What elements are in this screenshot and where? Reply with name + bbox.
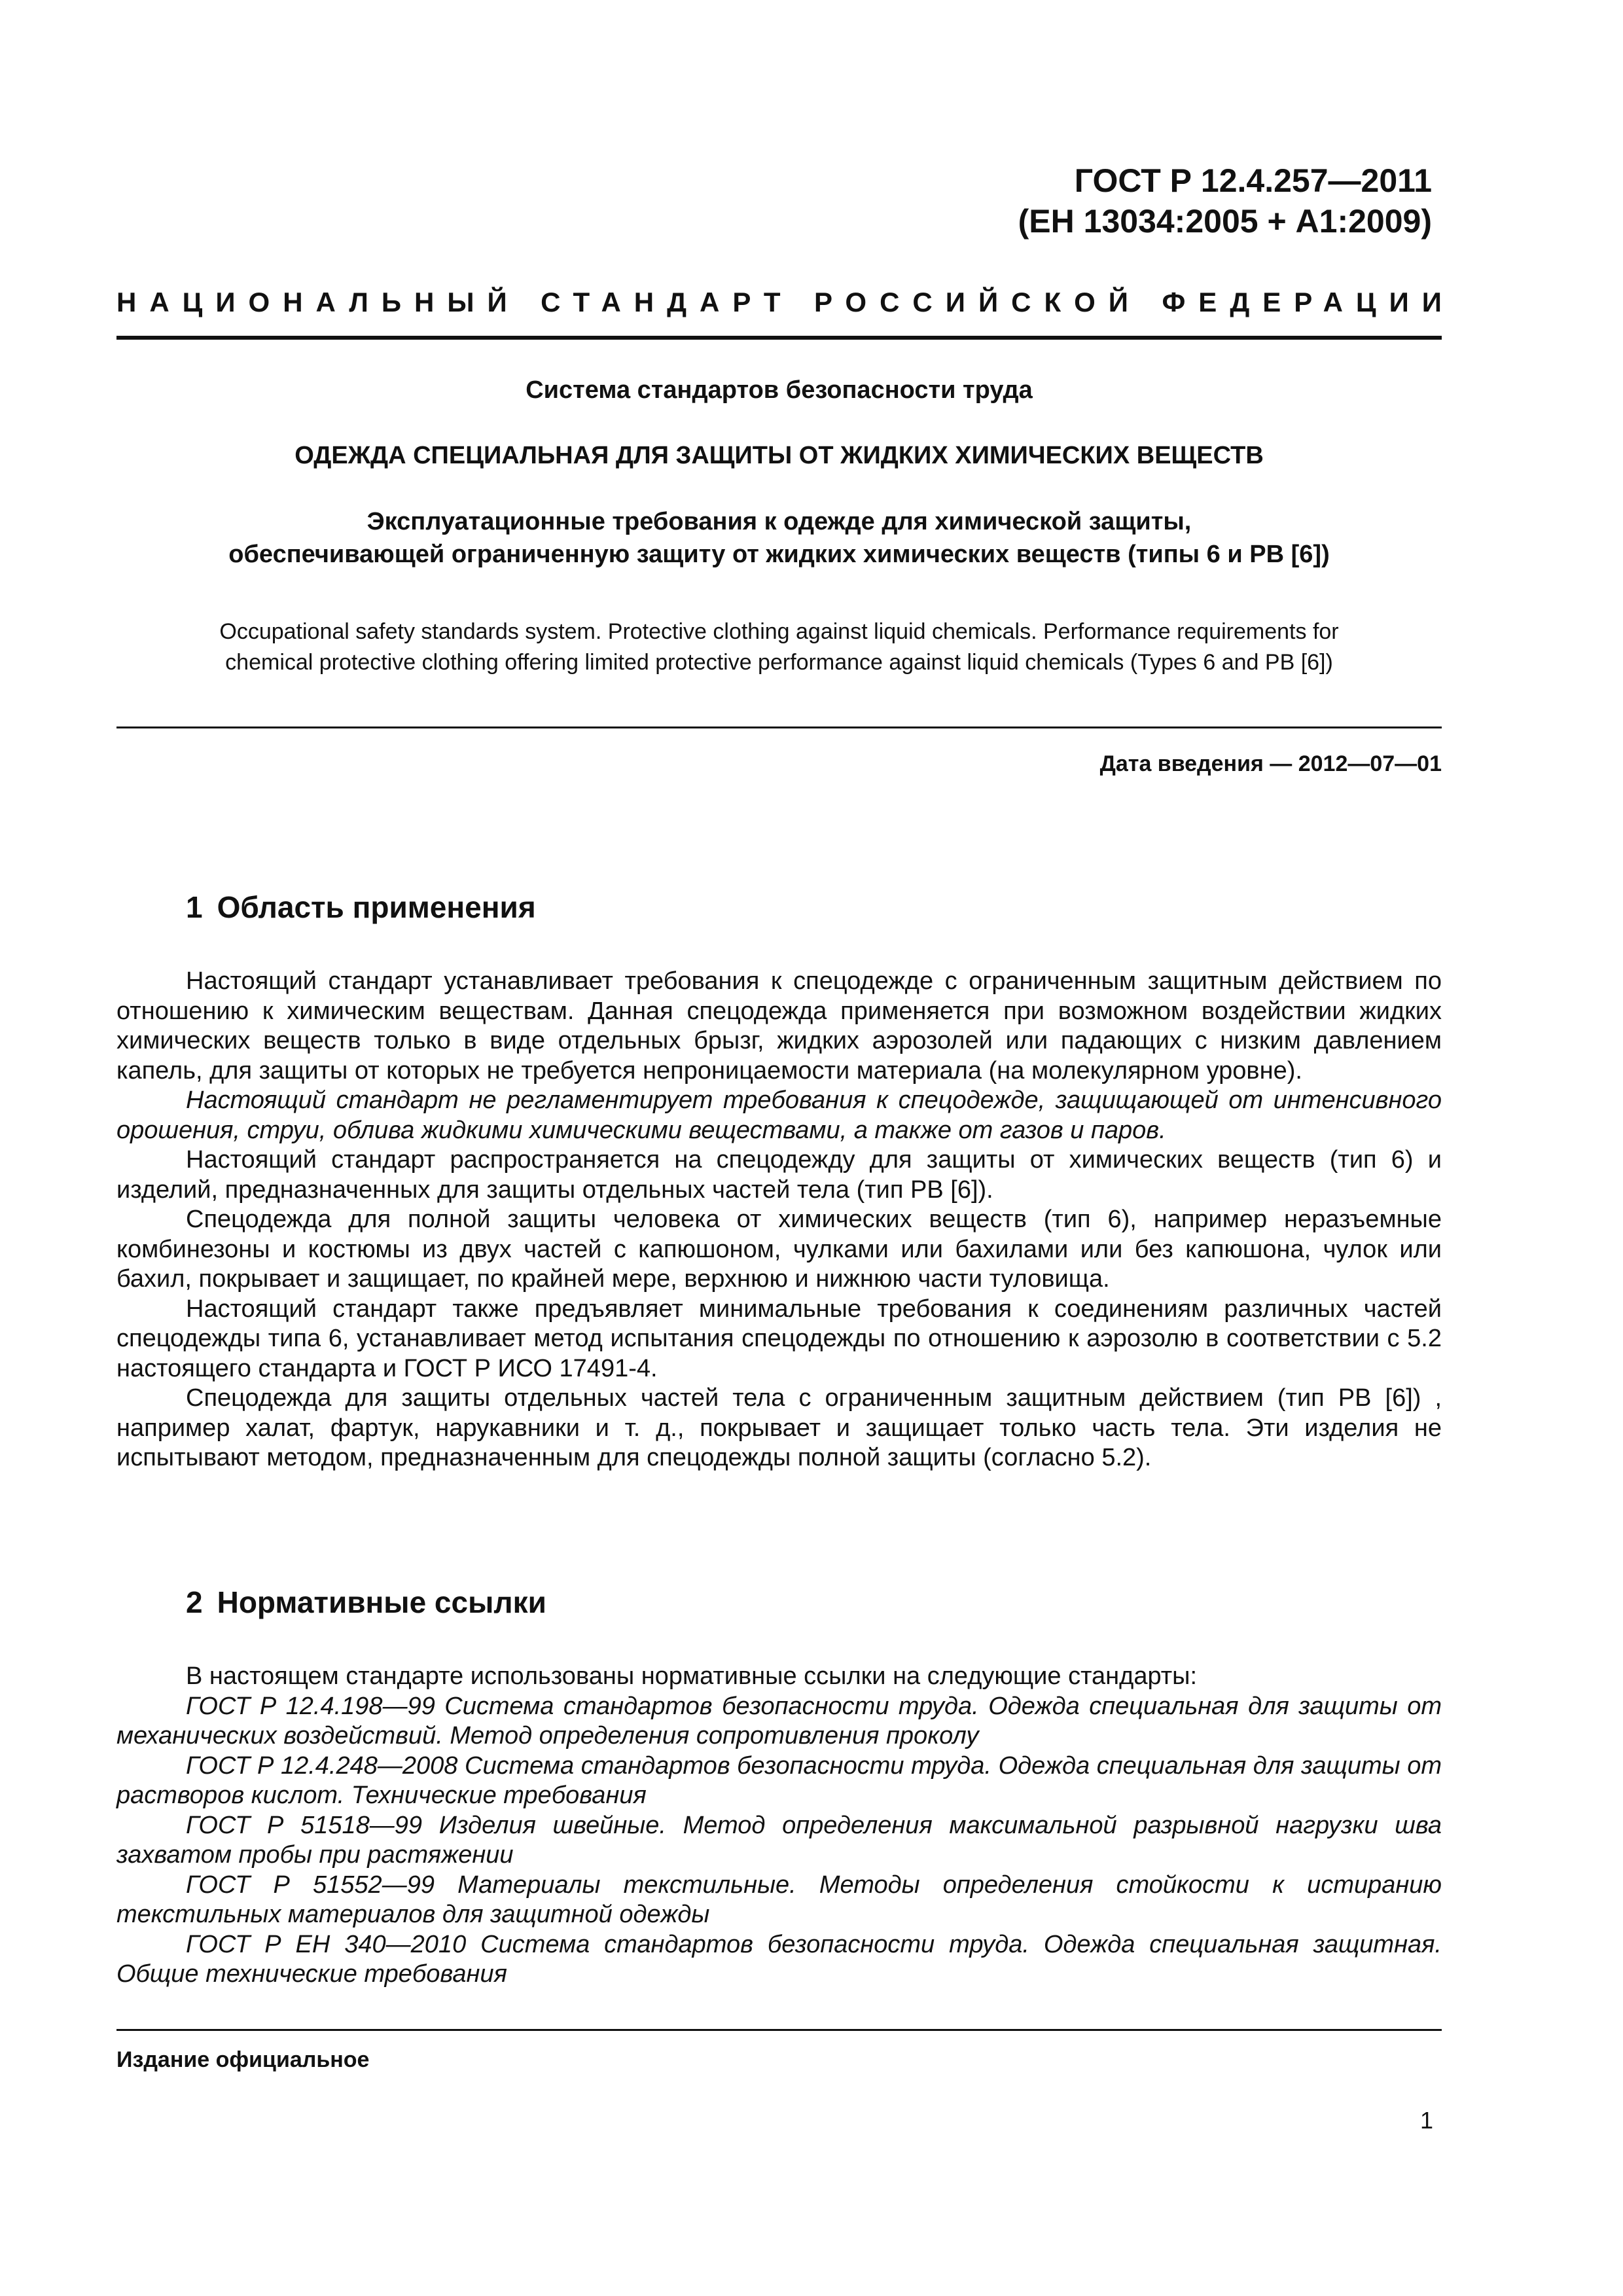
reference-item: ГОСТ Р ЕН 340—2010 Система стандартов безопасности труда. Одежда специальная защитная. Общие технические требования — [116, 1930, 1442, 1988]
reference-item: ГОСТ Р 51518—99 Изделия швейные. Метод определения максимальной разрывной нагрузки шва захватом пробы при растяжении — [116, 1811, 1442, 1869]
section-1-body — [116, 967, 1442, 1473]
subtitle — [116, 505, 1442, 571]
section-2-body — [116, 1662, 1442, 1990]
national-word: РОССИЙСКОЙ — [813, 287, 1141, 317]
paragraph-italic: Настоящий стандарт не регламентирует требования к спецодежде, защищающей от интенсивного орошения, струи, облива жидкими химическими веществами, а также от газов и паров. — [116, 1086, 1442, 1144]
paragraph: Спецодежда для полной защиты человека от химических веществ (тип 6), например неразъемные комбинезоны и костюмы из двух частей с капюшоном, чулками или бахилами или без капюшона, чулок или бахил, покрывает и защищает, по крайней мере, верхнюю и нижнюю части туловища. — [116, 1206, 1442, 1293]
national-standard-title — [116, 285, 1455, 319]
subtitle-line: Эксплуатационные требования к одежде для химической защиты, — [366, 508, 1192, 535]
page-number: 1 — [1419, 2107, 1433, 2134]
main-title: ОДЕЖДА СПЕЦИАЛЬНАЯ ДЛЯ ЗАЩИТЫ ОТ ЖИДКИХ ХИМИЧЕСКИХ ВЕЩЕСТВ — [294, 442, 1264, 469]
footer-divider — [116, 2029, 1442, 2031]
header-divider — [116, 336, 1442, 340]
paragraph: Спецодежда для защиты отдельных частей тела с ограниченным защитным действием (тип PB [6]) , например халат, фартук, нарукавники и т. д., покрывает и защищает только часть тела. Эти изделия не испытывают методом, предназначенным для спецодежды полной защиты (согласно 5.2). — [116, 1384, 1442, 1471]
en-equivalent: (ЕН 13034:2005 + А1:2009) — [1018, 203, 1432, 240]
english-title — [116, 617, 1442, 678]
paragraph: Настоящий стандарт распространяется на спецодежду для защиты от химических веществ (тип 6) и изделий, предназначенных для защиты отдельных частей тела (тип PB [6]). — [116, 1146, 1442, 1204]
paragraph: Настоящий стандарт устанавливает требования к спецодежде с ограниченным защитным действием по отношению к химическим веществам. Данная спецодежда применяется при возможном воздействии жидких химических веществ только в виде отдельных брызг, жидких аэрозолей или падающих с низким давлением капель, для защиты от которых не требуется непроницаемости материала (на молекулярном уровне). — [116, 967, 1442, 1085]
reference-item: ГОСТ Р 51552—99 Материалы текстильные. Методы определения стойкости к истиранию текстильных материалов для защитной одежды — [116, 1871, 1442, 1928]
section-2-heading — [186, 1584, 546, 1621]
section-number: 1 — [186, 890, 203, 924]
section-number: 2 — [186, 1585, 203, 1619]
section-title: Область применения — [217, 890, 536, 924]
gost-code-block — [1018, 160, 1432, 242]
english-title-line: chemical protective clothing offering limited protective performance against liquid chemicals (Types 6 and PB [6]) — [225, 650, 1333, 675]
section-title: Нормативные ссылки — [217, 1585, 546, 1619]
national-word: НАЦИОНАЛЬНЫЙ — [116, 287, 520, 317]
paragraph: Настоящий стандарт также предъявляет минимальные требования к соединениям различных частей спецодежды типа 6, устанавливает метод испытания спецодежды по отношению к аэрозолю в соответствии с 5.2 настоящего стандарта и ГОСТ Р ИСО 17491-4. — [116, 1295, 1442, 1382]
references-intro: В настоящем стандарте использованы нормативные ссылки на следующие стандарты: — [186, 1662, 1198, 1690]
system-title: Система стандартов безопасности труда — [526, 376, 1033, 404]
gost-number: ГОСТ Р 12.4.257—2011 — [1074, 162, 1432, 199]
reference-item: ГОСТ Р 12.4.198—99 Система стандартов безопасности труда. Одежда специальная для защиты от механических воздействий. Метод определения сопротивления проколу — [116, 1692, 1442, 1749]
introduction-date: Дата введения — 2012—07—01 — [1099, 751, 1442, 776]
section-1-heading — [186, 889, 536, 925]
english-title-line: Occupational safety standards system. Protective clothing against liquid chemicals. Performance requirements for — [219, 619, 1339, 644]
official-edition-label: Издание официальное — [116, 2047, 370, 2072]
subtitle-line: обеспечивающей ограниченную защиту от жидких химических веществ (типы 6 и PB [6]) — [228, 541, 1330, 568]
national-word: ФЕДЕРАЦИИ — [1162, 287, 1455, 317]
national-word: СТАНДАРТ — [541, 287, 794, 317]
reference-item: ГОСТ Р 12.4.248—2008 Система стандартов безопасности труда. Одежда специальная для защиты от растворов кислот. Технические требования — [116, 1751, 1442, 1809]
title-divider — [116, 726, 1442, 728]
